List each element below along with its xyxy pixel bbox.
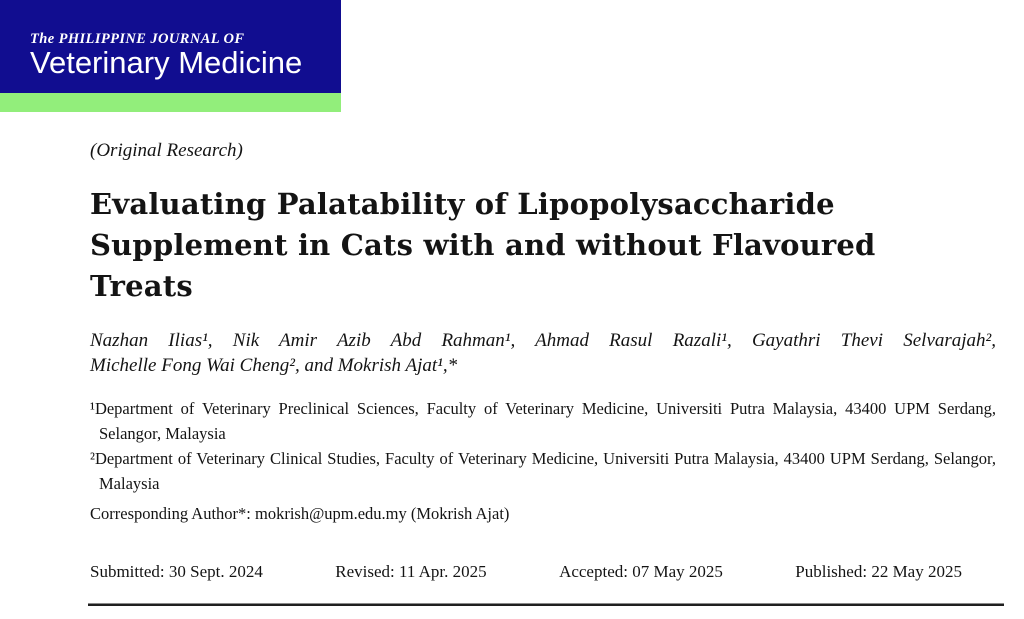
article-type-label: (Original Research) <box>90 140 243 161</box>
submitted-date: Submitted: 30 Sept. 2024 <box>90 562 263 581</box>
article-header <box>0 112 1024 583</box>
affiliation-item: ¹Department of Veterinary Preclinical Sciences, Faculty of Veterinary Medicine, Universiti Putra Malaysia, 43400 UPM Serdang, Selangor, Malaysia <box>90 399 996 443</box>
affiliations-list <box>90 396 996 496</box>
article-title-line: Supplement in Cats with and without Flavoured <box>90 228 876 262</box>
authors-block <box>90 328 996 378</box>
published-date: Published: 22 May 2025 <box>795 562 962 581</box>
authors-line: Nazhan Ilias¹, Nik Amir Azib Abd Rahman¹, Ahmad Rasul Razali¹, Gayathri Thevi Selvarajah², <box>90 330 996 351</box>
corresponding-author-line: Corresponding Author*: mokrish@upm.edu.my (Mokrish Ajat) <box>90 504 510 523</box>
article-title <box>90 184 996 307</box>
article-title-line: Treats <box>90 269 193 303</box>
revised-date: Revised: 11 Apr. 2025 <box>335 562 487 581</box>
header-divider-rule <box>88 603 1004 606</box>
submission-dates-row <box>90 561 962 583</box>
journal-banner <box>0 0 341 112</box>
banner-accent-bar <box>0 93 341 112</box>
journal-pretitle: The PHILIPPINE JOURNAL OF <box>30 31 245 47</box>
authors-line: Michelle Fong Wai Cheng², and Mokrish Ajat¹,* <box>90 355 458 376</box>
accepted-date: Accepted: 07 May 2025 <box>559 562 723 581</box>
article-title-line: Evaluating Palatability of Lipopolysaccharide <box>90 187 835 221</box>
journal-banner-blue-panel <box>0 0 341 93</box>
journal-name: Veterinary Medicine <box>30 45 303 80</box>
affiliation-item: ²Department of Veterinary Clinical Studies, Faculty of Veterinary Medicine, Universiti Putra Malaysia, 43400 UPM Serdang, Selangor, Malaysia <box>90 449 996 493</box>
